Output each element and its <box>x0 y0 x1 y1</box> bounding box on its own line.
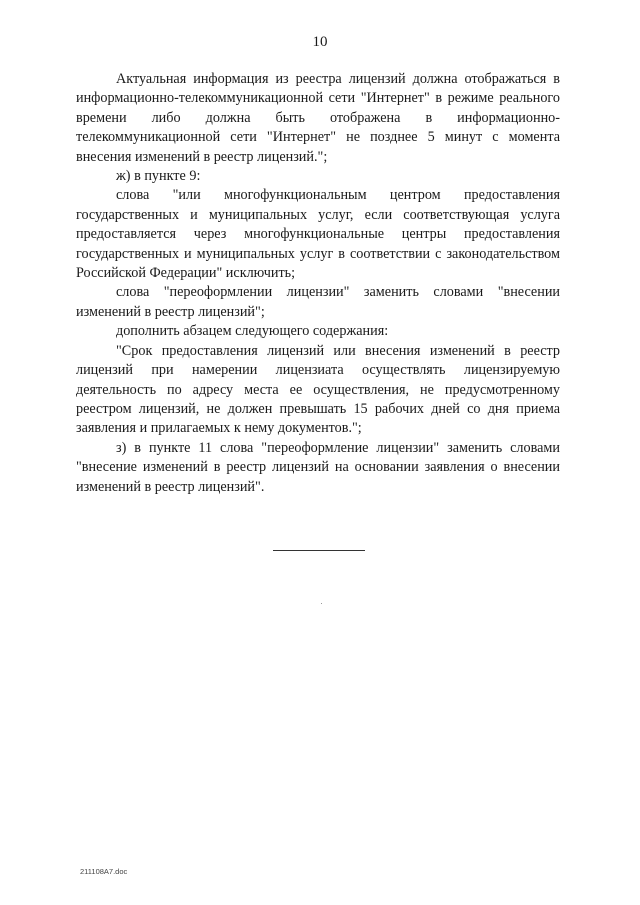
paragraph-item-zh: ж) в пункте 9: <box>116 168 201 185</box>
paragraph-words-mfc: слова "или многофункциональным центром предоставления государственных и муниципальных услуг, если соответствующая услуга предоставляется через многофункциональные центры предоставления государственных и муниципальных услуг в соответствии с законодательством Российской Федерации" исключить; <box>76 187 560 282</box>
paragraph-add-clause: дополнить абзацем следующего содержания: <box>116 323 389 340</box>
paragraph-words-reissue: слова "переоформлении лицензии" заменить словами "внесении изменений в реестр лицензий"; <box>76 284 560 320</box>
document-body <box>76 70 560 497</box>
end-separator-line <box>273 550 365 551</box>
paragraph-registry-info: Актуальная информация из реестра лицензий должна отображаться в информационно-телекоммуникационной сети "Интернет" в режиме реального времени либо должна быть отображена в информационно-телекоммуникационной сети "Интернет" не позднее 5 минут с момента внесения изменений в реестр лицензий."; <box>76 71 560 165</box>
footer-document-code: 211108А7.doc <box>80 867 128 876</box>
paragraph-item-z: з) в пункте 11 слова "переоформление лицензии" заменить словами "внесение изменений в реестр лицензий на основании заявления о внесении изменений в реестр лицензий". <box>76 439 560 495</box>
scan-speck <box>321 603 322 604</box>
page-number: 10 <box>312 34 328 50</box>
paragraph-term-quote: "Срок предоставления лицензий или внесения изменений в реестр лицензий при намерении лицензиата осуществлять лицензируемую деятельность по адресу места ее осуществления, не предусмотренному реестром лицензий, не должен превышать 15 рабочих дней со дня приема заявления и прилагаемых к нему документов."; <box>76 342 560 437</box>
